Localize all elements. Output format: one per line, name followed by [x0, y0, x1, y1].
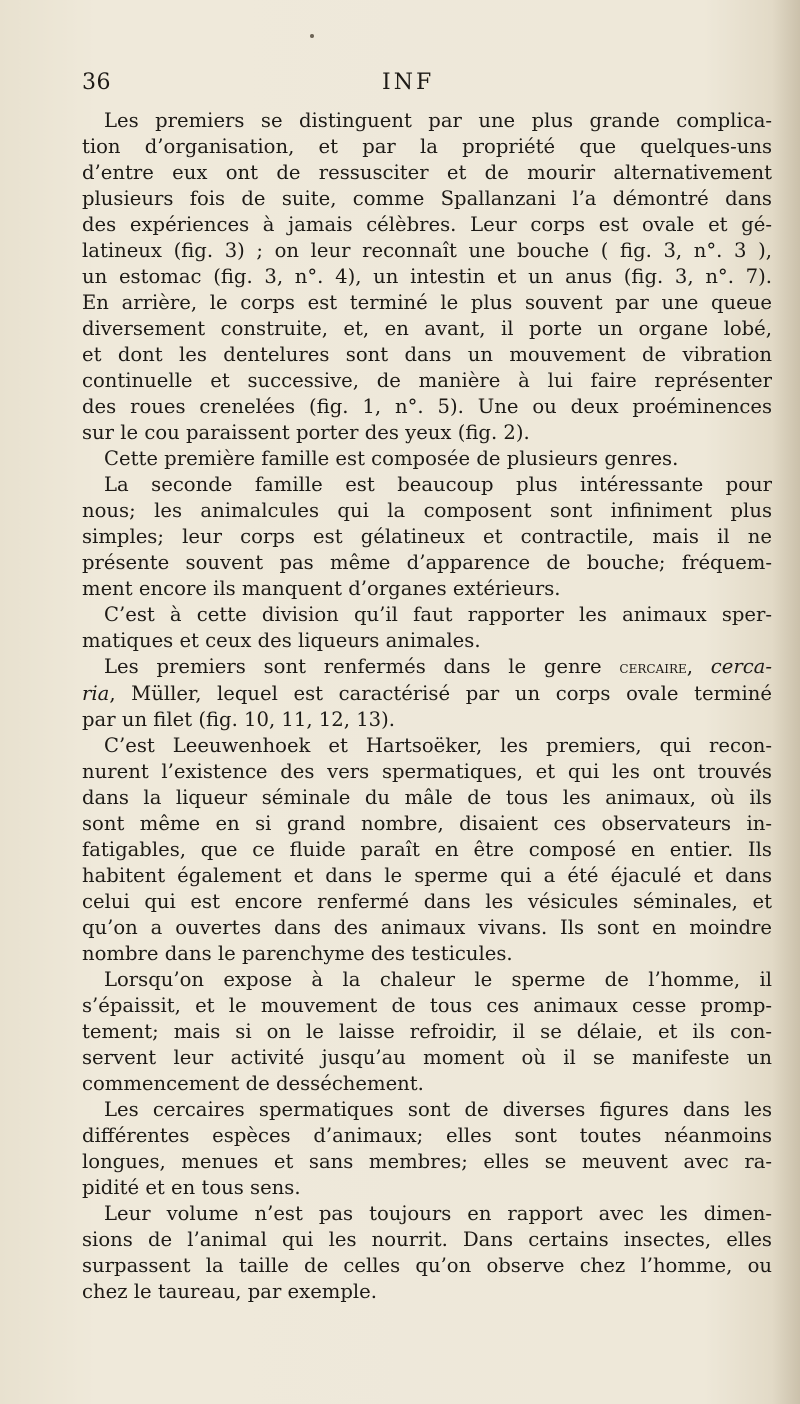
paragraph-3 [82, 472, 772, 602]
text-line: nurent l’existence des vers spermatiques, et qui les ont trouvés [82, 760, 772, 783]
text-line: s’épaissit, et le mouvement de tous ces animaux cesse promp- [82, 994, 772, 1017]
text-line: La seconde famille est beaucoup plus intéressante pour [104, 473, 772, 496]
body-text [82, 108, 772, 1305]
text-line: longues, menues et sans membres; elles se meuvent avec ra- [82, 1150, 772, 1173]
text-line: En arrière, le corps est terminé le plus souvent par une queue [82, 291, 772, 314]
latin-name: ria [82, 682, 110, 705]
text-line: surpassent la taille de celles qu’on observe chez l’homme, ou [82, 1254, 772, 1277]
text-run: , Müller, lequel est caractérisé par un corps ovale terminé [109, 682, 772, 705]
text-line: un estomac (fig. 3, n°. 4), un intestin et un anus (fig. 3, n°. 7). [82, 265, 772, 288]
paragraph-2 [82, 446, 772, 472]
text-line: Cette première famille est composée de plusieurs genres. [104, 447, 679, 470]
page-edge-shadow [772, 0, 800, 1404]
text-line: servent leur activité jusqu’au moment où il se manifeste un [82, 1046, 772, 1069]
text-line: diversement construite, et, en avant, il porte un organe lobé, [82, 317, 772, 340]
text-line: des roues crenelées (fig. 1, n°. 5). Une ou deux proéminences [82, 395, 772, 418]
text-line: commencement de desséchement. [82, 1072, 424, 1095]
text-line: fatigables, que ce fluide paraît en être composé en entier. Ils [82, 838, 772, 861]
text-line: qu’on a ouvertes dans des animaux vivans. Ils sont en moindre [82, 916, 772, 939]
latin-name: cerca- [710, 655, 772, 678]
text-line: simples; leur corps est gélatineux et contractile, mais il ne [82, 525, 772, 548]
text-line: celui qui est encore renfermé dans les vésicules séminales, et [82, 890, 772, 913]
text-line: sont même en si grand nombre, disaient ces observateurs in- [82, 812, 772, 835]
genus-name: cercaire [619, 658, 687, 678]
running-head: INF [382, 70, 435, 95]
text-line [82, 654, 772, 681]
text-line: nous; les animalcules qui la composent sont infiniment plus [82, 499, 772, 522]
text-line: continuelle et successive, de manière à lui faire représenter [82, 369, 772, 392]
paragraph-9 [82, 1201, 772, 1305]
paragraph-5 [82, 654, 772, 733]
text-line: et dont les dentelures sont dans un mouvement de vibration [82, 343, 772, 366]
text-line: présente souvent pas même d’apparence de bouche; fréquem- [82, 551, 772, 574]
ink-dot [310, 34, 314, 38]
paragraph-1 [82, 108, 772, 446]
text-line [82, 681, 772, 707]
text-run: , [686, 655, 711, 678]
text-line: sur le cou paraissent porter des yeux (fig. 2). [82, 421, 530, 444]
text-line: d’entre eux ont de ressusciter et de mourir alternativement [82, 161, 772, 184]
text-line: sions de l’animal qui les nourrit. Dans certains insectes, elles [82, 1228, 772, 1251]
text-run: Les premiers sont renfermés dans le genre [104, 655, 620, 678]
paragraph-6 [82, 733, 772, 967]
text-line: plusieurs fois de suite, comme Spallanzani l’a démontré dans [82, 187, 772, 210]
text-line: C’est Leeuwenhoek et Hartsoëker, les premiers, qui recon- [104, 734, 772, 757]
text-line: dans la liqueur séminale du mâle de tous les animaux, où ils [82, 786, 772, 809]
text-line: Lorsqu’on expose à la chaleur le sperme de l’homme, il [104, 968, 772, 991]
page-header [82, 70, 772, 104]
text-line: latineux (fig. 3) ; on leur reconnaît une bouche ( fig. 3, n°. 3 ), [82, 239, 772, 262]
paragraph-4 [82, 602, 772, 654]
text-line: C’est à cette division qu’il faut rapporter les animaux sper- [104, 603, 772, 626]
text-line: par un filet (fig. 10, 11, 12, 13). [82, 708, 396, 731]
text-line: matiques et ceux des liqueurs animales. [82, 629, 481, 652]
text-line: des expériences à jamais célèbres. Leur corps est ovale et gé- [82, 213, 772, 236]
text-line: tion d’organisation, et par la propriété que quelques-uns [82, 135, 772, 158]
text-line: Leur volume n’est pas toujours en rapport avec les dimen- [104, 1202, 772, 1225]
text-line: pidité et en tous sens. [82, 1176, 301, 1199]
text-line: Les cercaires spermatiques sont de diverses figures dans les [104, 1098, 772, 1121]
text-line: nombre dans le parenchyme des testicules. [82, 942, 513, 965]
page-number: 36 [82, 70, 111, 95]
text-line: tement; mais si on le laisse refroidir, il se délaie, et ils con- [82, 1020, 772, 1043]
text-line: habitent également et dans le sperme qui a été éjaculé et dans [82, 864, 772, 887]
text-line: chez le taureau, par exemple. [82, 1280, 377, 1303]
text-line: ment encore ils manquent d’organes extérieurs. [82, 577, 561, 600]
text-line: Les premiers se distinguent par une plus grande complica- [104, 109, 772, 132]
paragraph-7 [82, 967, 772, 1097]
paragraph-8 [82, 1097, 772, 1201]
text-line: différentes espèces d’animaux; elles sont toutes néanmoins [82, 1124, 772, 1147]
